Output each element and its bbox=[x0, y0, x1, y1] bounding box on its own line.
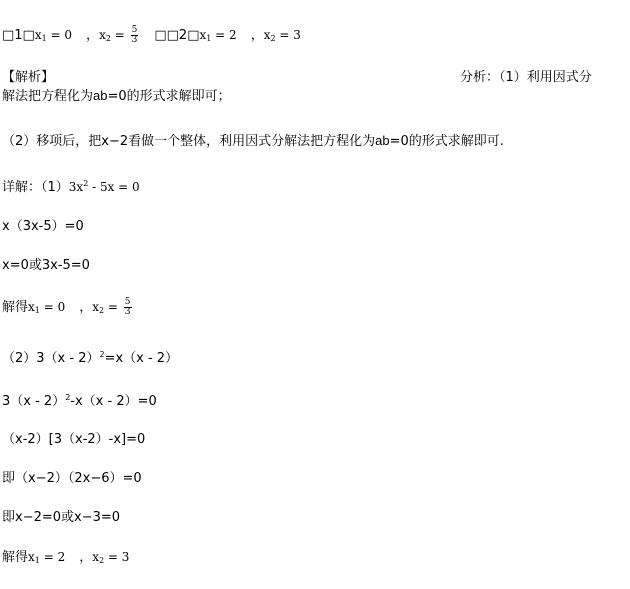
analysis-intro: 分析：（1）利用因式分 bbox=[460, 70, 592, 85]
step-simplify: 即（x−2）（2x−6）=0 bbox=[2, 471, 142, 486]
answer-prefix: □1□ bbox=[2, 28, 35, 43]
solution-1-fraction: $\frac{5}{3}$ bbox=[124, 297, 131, 317]
answer-separator-2: ， bbox=[250, 28, 264, 43]
solution-1: 解得$x_1 = 0$ ，$x_2$ = $\frac{5}{3}$ bbox=[2, 297, 131, 317]
equation-1: $3x^2 - 5x = 0$ bbox=[68, 179, 140, 194]
answer-mid: □□2□ bbox=[154, 28, 200, 43]
answer-x2: $x_2$ = $\frac{5}{3}$ bbox=[99, 25, 138, 45]
step-factor-2: （x-2）[3（x-2）-x]=0 bbox=[2, 432, 146, 447]
analysis-heading: 【解析】 bbox=[2, 70, 55, 85]
part-2-equation: （2）3（x - 2）$^2$=x（x - 2） bbox=[2, 350, 179, 366]
answer-x1-part2: $x_1 = 2$ bbox=[199, 28, 237, 43]
detail-label: 详解：（1） bbox=[2, 180, 69, 195]
step-split-2: 即x−2=0或x−3=0 bbox=[2, 510, 121, 525]
analysis-line-2: （2）移项后，把x−2看做一个整体，利用因式分解法把方程化为ab=0的形式求解即可. bbox=[2, 133, 504, 149]
answer-x2-part2: $x_2 = 3$ bbox=[263, 28, 301, 43]
answer-line bbox=[2, 26, 301, 47]
answer-x1: $x_1 = 0$ bbox=[34, 28, 73, 43]
analysis-line-1: 解法把方程化为ab=0的形式求解即可； bbox=[2, 88, 231, 104]
step-factor-1: x（3x-5）=0 bbox=[2, 219, 84, 234]
answer-x2-fraction: $\frac{5}{3}$ bbox=[131, 25, 138, 45]
step-move: 3（x - 2）$^2$-x（x - 2）=0 bbox=[2, 393, 157, 409]
answer-separator-1: ， bbox=[86, 28, 100, 43]
detail-equation bbox=[2, 176, 140, 196]
solution-2: 解得$x_1 = 2$ ，$x_2 = 3$ bbox=[2, 550, 130, 565]
step-split-1: x=0或3x-5=0 bbox=[2, 258, 90, 273]
